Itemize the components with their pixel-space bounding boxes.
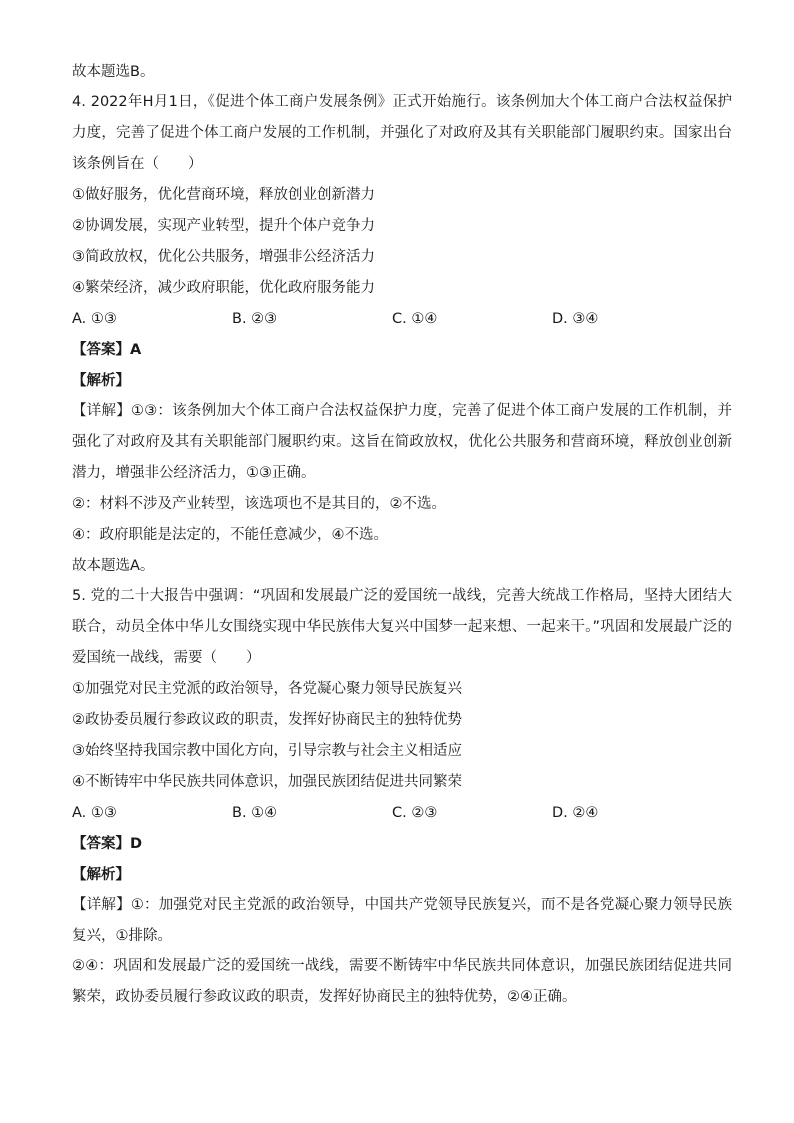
q4-item-1: ①做好服务，优化营商环境，释放创业创新潜力 [72,187,375,203]
q5-detail-2: ②④：巩固和发展最广泛的爱国统一战线，需要不断铸牢中华民族共同体意识，加强民族团结促进共同繁荣，政协委员履行参政议政的职责，发挥好协商民主的独特优势，②④正确。 [72,958,732,1005]
q5-item-2: ②政协委员履行参政议政的职责，发挥好协商民主的独特优势 [72,712,462,728]
q5-option-a: A. ①③ [72,805,117,821]
q5-stem: 5. 党的二十大报告中强调：“巩固和发展最广泛的爱国统一战线，完善大统战工作格局，坚持大团结大联合，动员全体中华儿女围绕实现中华民族伟大复兴中国梦一起来想、一起来干。”巩固和发展最广泛的爱国统一战线，需要（ ） [72,588,732,666]
q4-option-b: B. ②③ [232,311,278,327]
q5-option-b: B. ①④ [232,805,278,821]
q5-answer: 【答案】D [72,836,143,852]
q4-options [72,309,732,329]
q4-option-a: A. ①③ [72,311,117,327]
q5-item-1: ①加强党对民主党派的政治领导，各党凝心聚力领导民族复兴 [72,681,462,697]
q5-detail-1: 【详解】①：加强党对民主党派的政治领导，中国共产党领导民族复兴，而不是各党凝心聚力领导民族复兴，①排除。 [72,897,732,944]
q4-note-2: ②：材料不涉及产业转型，该选项也不是其目的，②不选。 [72,496,446,512]
q5-item-3: ③始终坚持我国宗教中国化方向，引导宗教与社会主义相适应 [72,743,462,759]
q4-item-2: ②协调发展，实现产业转型，提升个体户竞争力 [72,218,375,234]
q4-option-d: D. ③④ [552,311,599,327]
q4-item-3: ③简政放权，优化公共服务，增强非公经济活力 [72,249,375,265]
q5-options [72,803,732,823]
q4-detail: 【详解】①③：该条例加大个体工商户合法权益保护力度，完善了促进个体工商户发展的工作机制，并强化了对政府及其有关职能部门履职约束。这旨在简政放权，优化公共服务和营商环境，释放创业创新潜力，增强非公经济活力，①③正确。 [72,403,732,481]
q4-item-4: ④繁荣经济，减少政府职能，优化政府服务能力 [72,280,375,296]
q5-item-4: ④不断铸牢中华民族共同体意识，加强民族团结促进共同繁荣 [72,774,462,790]
q4-conclusion: 故本题选A。 [72,558,155,574]
q5-option-c: C. ②③ [392,805,438,821]
q4-answer: 【答案】A [72,342,142,358]
q5-option-d: D. ②④ [552,805,599,821]
q4-stem: 4. 2022年H月1日，《促进个体工商户发展条例》正式开始施行。该条例加大个体工商户合法权益保护力度，完善了促进个体工商户发展的工作机制，并强化了对政府及其有关职能部门履职约束。国家出台该条例旨在（ ） [72,94,732,172]
q4-note-4: ④：政府职能是法定的，不能任意减少，④不选。 [72,527,388,543]
q4-option-c: C. ①④ [392,311,438,327]
document-page [72,62,732,1018]
q5-analysis-label: 【解析】 [72,867,130,883]
q4-analysis-label: 【解析】 [72,373,130,389]
q3-conclusion: 故本题选B。 [72,64,155,80]
